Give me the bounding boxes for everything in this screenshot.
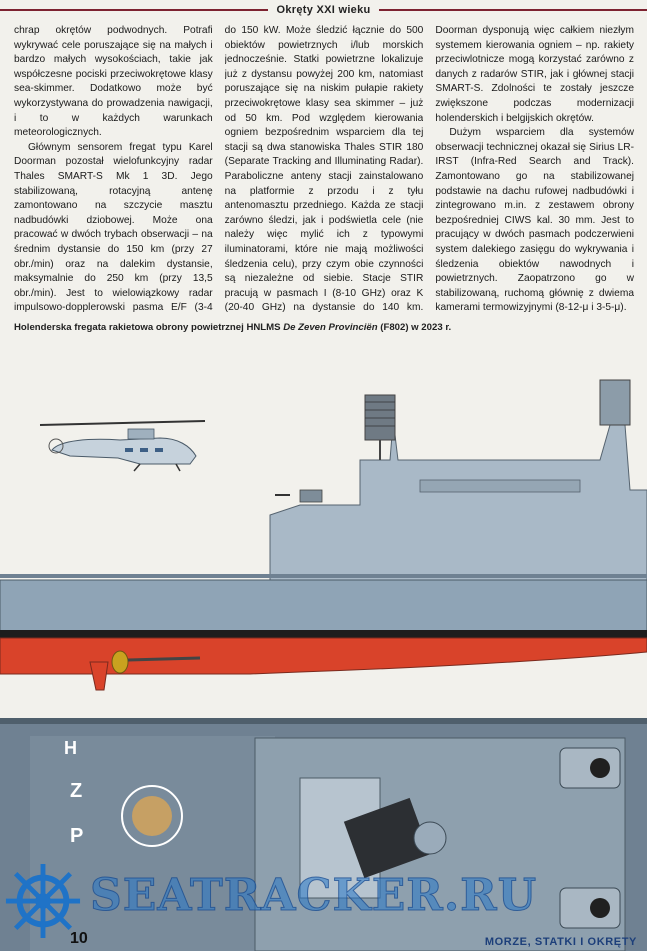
helicopter-illustration <box>40 421 205 471</box>
deck-mark-z: Z <box>70 780 83 802</box>
article-body <box>14 24 634 316</box>
paragraph: Doorman dysponują więc całkiem niezłym systemem kierowania ogniem – np. rakiety przeciwlotnicze mogą korzystać zarówno z danych z radarów STIR, jak i głównej stacji SMART-S. Zdolności te zostały jeszcze zwiększone podczas modernizacji holenderskich i belgijskich okrętów. <box>435 25 635 124</box>
caption-prefix: Holenderska fregata rakietowa obrony powietrznej HNLMS <box>14 322 284 333</box>
superstructure <box>270 380 647 590</box>
frigate-side-profile <box>0 340 647 708</box>
ship-wheel-icon <box>4 862 82 940</box>
deck-mark-p: P <box>70 825 84 847</box>
page-number: 10 <box>70 930 88 947</box>
paragraph: Głównym sensorem fregat typu Karel Doorman pozostał wielofunkcyjny radar Thales SMART-S Mk 1 3D. Jego stabilizowaną, rotacyjną antenę zamontowano na szczycie masztu nadbudówki dziobowej. Może ona pracować w dwóch trybach obserwacji – na średnim dystansie do 150 km (przy 27 obr./min) oraz na dalekim dystansie, maksymalnie do 250 km (przy 13,5 obr./min). Jest to wielowiązkowy radar impulsowo-dopplerowski pasma E/F (3-4 <box>14 141 213 314</box>
caption-ship-name: De Zeven Provinciën <box>283 322 378 333</box>
figure-caption <box>14 322 634 333</box>
header-title: Okręty XXI wieku <box>268 4 378 16</box>
deck-mark-h: H <box>64 738 77 758</box>
running-header <box>0 0 647 20</box>
text-column-3 <box>435 24 634 316</box>
paragraph: Dużym wsparciem dla systemów obserwacji technicznej okazał się Sirius LR-IRST (Infra-Red Search and Track). Zamontowano go na stabilizowanej podstawie na dachu rufowej nadbudówki i zintegrowano m.in. z zestawem obrony bezpośredniej CIWS kal. 30 mm. Jest to pracujący w dwóch pasmach podczerwieni system dalekiego zasięgu do wykrywania i śledzenia obiektów nawodnych i powietrznych. Zaopatrzono go w stabilizowaną, ruchomą głównię z dwiema kamerami termowizyjnymi (8-12-μ i 3-5-μ). <box>435 127 635 314</box>
text-column-1 <box>14 24 213 316</box>
text-column-2 <box>225 24 424 316</box>
paragraph: chrap okrętów podwodnych. Potrafi wykrywać cele poruszające się na małych i bardzo małych wysokościach, takie jak współczesne pociski przeciwokrętowe klasy sea-skimmer. Dodatkowo może być wykorzystywana do prowadzenia nawigacji, i to w każdych warunkach meteorologicznych. <box>14 25 213 139</box>
caption-suffix: (F802) w 2023 r. <box>377 322 452 333</box>
hull <box>0 574 647 674</box>
watermark-text: SEATRACKER.RU <box>90 870 538 921</box>
magazine-title: MORZE, STATKI I OKRĘTY <box>484 936 637 948</box>
paragraph: do 150 kW. Może śledzić łącznie do 500 obiektów powietrznych i/lub morskich jednocześnie. Statki powietrzne lokalizuje już z dystansu powyżej 200 km, natomiast poruszające się na niskim pułapie rakiety przeciwokrętowe klasy sea skimmer – już od 50 km. Pod względem kierowania ogniem bezpośrednim wsparciem dla tej stacji są dwa stanowiska Thales STIR 180 (Separate Tracking and Illuminating Radar). Paraboliczne anteny stacji zainstalowano na platformie z przodu i z tyłu antenomasztu przedniego. Każda ze stacji zarówno śledzi, jak i podświetla cele (nie należy więc mylić ich z typowymi iluminatorami, które nie mają możliwości śledzenia celu), przy czym obie czynności są niezależne od siebie. Stacje STIR pracują w pasmach I (8-10 GHz) oraz K (20-40 GHz) na dystansie do 140 km. <box>224 25 424 314</box>
